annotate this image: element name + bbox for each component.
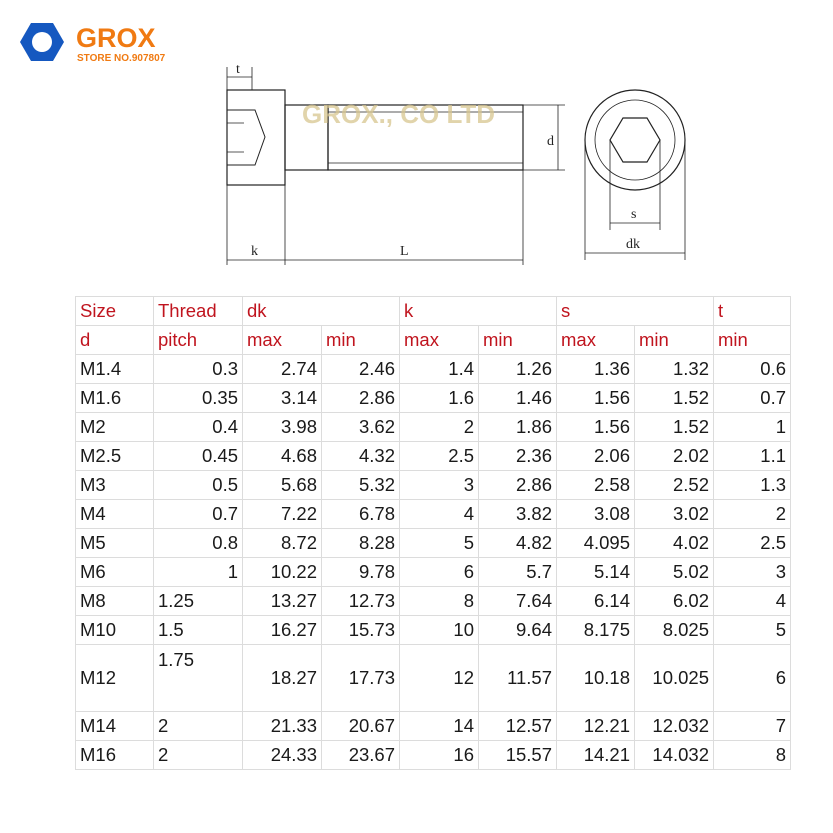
table-cell: 14.032 (635, 741, 714, 770)
table-cell: 6 (400, 558, 479, 587)
dimension-table (75, 296, 791, 770)
watermark: GROX., CO LTD (302, 99, 496, 129)
table-cell: 1.52 (635, 413, 714, 442)
table-cell: 14.21 (557, 741, 635, 770)
screw-dimension-diagram (210, 55, 710, 285)
table-cell: 6.02 (635, 587, 714, 616)
subheader-cell: d (76, 326, 154, 355)
table-cell: 7.22 (243, 500, 322, 529)
header-dk: dk (243, 297, 400, 326)
table-cell: 6.14 (557, 587, 635, 616)
table-cell: 4.68 (243, 442, 322, 471)
table-row (76, 500, 791, 529)
table-cell: 10.22 (243, 558, 322, 587)
table-cell: 8.28 (322, 529, 400, 558)
table-cell: 1.52 (635, 384, 714, 413)
table-row (76, 587, 791, 616)
table-row (76, 442, 791, 471)
table-cell: 2 (400, 413, 479, 442)
size-cell: M16 (76, 741, 154, 770)
table-cell: 6.78 (322, 500, 400, 529)
header-k: k (400, 297, 557, 326)
table-cell: 11.57 (479, 645, 557, 712)
table-cell: 0.45 (154, 442, 243, 471)
table-row (76, 741, 791, 770)
size-cell: M3 (76, 471, 154, 500)
label-d: d (547, 134, 554, 149)
size-cell: M14 (76, 712, 154, 741)
table-cell: 2.58 (557, 471, 635, 500)
table-cell: 1.56 (557, 384, 635, 413)
table-cell: 5.32 (322, 471, 400, 500)
subheader-cell: min (635, 326, 714, 355)
table-cell: 1.25 (154, 587, 243, 616)
table-cell: 8.72 (243, 529, 322, 558)
table-cell: 2.36 (479, 442, 557, 471)
header-t: t (714, 297, 791, 326)
table-cell: 3 (714, 558, 791, 587)
table-cell: 5 (714, 616, 791, 645)
table-cell: 16 (400, 741, 479, 770)
table-cell: 1.5 (154, 616, 243, 645)
table-cell: 7 (714, 712, 791, 741)
table-cell: 23.67 (322, 741, 400, 770)
size-cell: M8 (76, 587, 154, 616)
table-cell: 0.35 (154, 384, 243, 413)
table-header-row (76, 297, 791, 326)
table-cell: 9.64 (479, 616, 557, 645)
table-cell: 3.82 (479, 500, 557, 529)
table-cell: 2 (714, 500, 791, 529)
subheader-cell: max (557, 326, 635, 355)
table-cell: 8 (714, 741, 791, 770)
table-cell: 6 (714, 645, 791, 712)
table-cell: 4.095 (557, 529, 635, 558)
table-cell: 1.75 (154, 645, 243, 712)
subheader-cell: max (400, 326, 479, 355)
subheader-cell: pitch (154, 326, 243, 355)
table-cell: 2.52 (635, 471, 714, 500)
table-cell: 1 (714, 413, 791, 442)
table-cell: 2.5 (714, 529, 791, 558)
table-row (76, 712, 791, 741)
table-cell: 8.175 (557, 616, 635, 645)
table-cell: 24.33 (243, 741, 322, 770)
table-cell: 21.33 (243, 712, 322, 741)
table-cell: 2.46 (322, 355, 400, 384)
table-cell: 12.21 (557, 712, 635, 741)
table-cell: 15.57 (479, 741, 557, 770)
table-cell: 3.14 (243, 384, 322, 413)
table-cell: 2.86 (479, 471, 557, 500)
table-cell: 1.86 (479, 413, 557, 442)
logo-brand: GROX (76, 23, 156, 53)
table-cell: 12.57 (479, 712, 557, 741)
table-cell: 4.02 (635, 529, 714, 558)
table-cell: 0.8 (154, 529, 243, 558)
table-cell: 5.68 (243, 471, 322, 500)
table-cell: 5 (400, 529, 479, 558)
table-cell: 10.18 (557, 645, 635, 712)
table-cell: 10 (400, 616, 479, 645)
table-cell: 13.27 (243, 587, 322, 616)
size-cell: M1.6 (76, 384, 154, 413)
hex-socket-outline (610, 118, 660, 162)
size-cell: M1.4 (76, 355, 154, 384)
table-cell: 0.3 (154, 355, 243, 384)
table-cell: 15.73 (322, 616, 400, 645)
grox-logo (10, 14, 210, 74)
table-cell: 3.02 (635, 500, 714, 529)
table-cell: 3.98 (243, 413, 322, 442)
table-cell: 0.7 (714, 384, 791, 413)
table-row (76, 529, 791, 558)
table-cell: 4 (400, 500, 479, 529)
size-cell: M6 (76, 558, 154, 587)
label-dk: dk (626, 237, 640, 252)
table-cell: 4.32 (322, 442, 400, 471)
table-cell: 4 (714, 587, 791, 616)
table-cell: 2.02 (635, 442, 714, 471)
table-cell: 0.4 (154, 413, 243, 442)
table-cell: 12.032 (635, 712, 714, 741)
size-cell: M12 (76, 645, 154, 712)
table-cell: 20.67 (322, 712, 400, 741)
subheader-cell: max (243, 326, 322, 355)
table-cell: 1.32 (635, 355, 714, 384)
size-cell: M10 (76, 616, 154, 645)
table-cell: 5.7 (479, 558, 557, 587)
subheader-cell: min (714, 326, 791, 355)
label-L: L (400, 244, 409, 259)
table-cell: 1.1 (714, 442, 791, 471)
table-cell: 1.26 (479, 355, 557, 384)
table-cell: 1 (154, 558, 243, 587)
table-subheader-row (76, 326, 791, 355)
table-row (76, 558, 791, 587)
label-t: t (236, 62, 240, 77)
label-s: s (631, 207, 637, 222)
table-cell: 0.5 (154, 471, 243, 500)
logo-store-number: STORE NO.907807 (77, 53, 166, 64)
table-row (76, 355, 791, 384)
table-cell: 0.7 (154, 500, 243, 529)
table-cell: 2.06 (557, 442, 635, 471)
size-cell: M2 (76, 413, 154, 442)
table-cell: 16.27 (243, 616, 322, 645)
table-cell: 1.4 (400, 355, 479, 384)
table-cell: 10.025 (635, 645, 714, 712)
table-cell: 12.73 (322, 587, 400, 616)
table-cell: 2 (154, 712, 243, 741)
screw-end-view (585, 90, 685, 190)
table-cell: 2.86 (322, 384, 400, 413)
table-cell: 5.14 (557, 558, 635, 587)
table-cell: 8 (400, 587, 479, 616)
table-row (76, 645, 791, 712)
table-cell: 0.6 (714, 355, 791, 384)
table-cell: 2.74 (243, 355, 322, 384)
header-s: s (557, 297, 714, 326)
subheader-cell: min (322, 326, 400, 355)
screw-head (227, 90, 285, 185)
table-cell: 18.27 (243, 645, 322, 712)
table-cell: 4.82 (479, 529, 557, 558)
table-cell: 3 (400, 471, 479, 500)
table-cell: 14 (400, 712, 479, 741)
table-cell: 1.36 (557, 355, 635, 384)
table-cell: 12 (400, 645, 479, 712)
header-size: Size (76, 297, 154, 326)
table-cell: 1.6 (400, 384, 479, 413)
table-cell: 5.02 (635, 558, 714, 587)
table-cell: 1.56 (557, 413, 635, 442)
label-k: k (251, 244, 258, 259)
table-row (76, 384, 791, 413)
header-thread: Thread (154, 297, 243, 326)
table-cell: 3.08 (557, 500, 635, 529)
size-cell: M5 (76, 529, 154, 558)
size-cell: M2.5 (76, 442, 154, 471)
table-cell: 1.3 (714, 471, 791, 500)
table-cell: 17.73 (322, 645, 400, 712)
table-cell: 3.62 (322, 413, 400, 442)
table-cell: 1.46 (479, 384, 557, 413)
table-row (76, 471, 791, 500)
table-cell: 2.5 (400, 442, 479, 471)
table-cell: 2 (154, 741, 243, 770)
table-row (76, 413, 791, 442)
table-row (76, 616, 791, 645)
table-cell: 7.64 (479, 587, 557, 616)
table-cell: 8.025 (635, 616, 714, 645)
subheader-cell: min (479, 326, 557, 355)
size-cell: M4 (76, 500, 154, 529)
table-cell: 9.78 (322, 558, 400, 587)
